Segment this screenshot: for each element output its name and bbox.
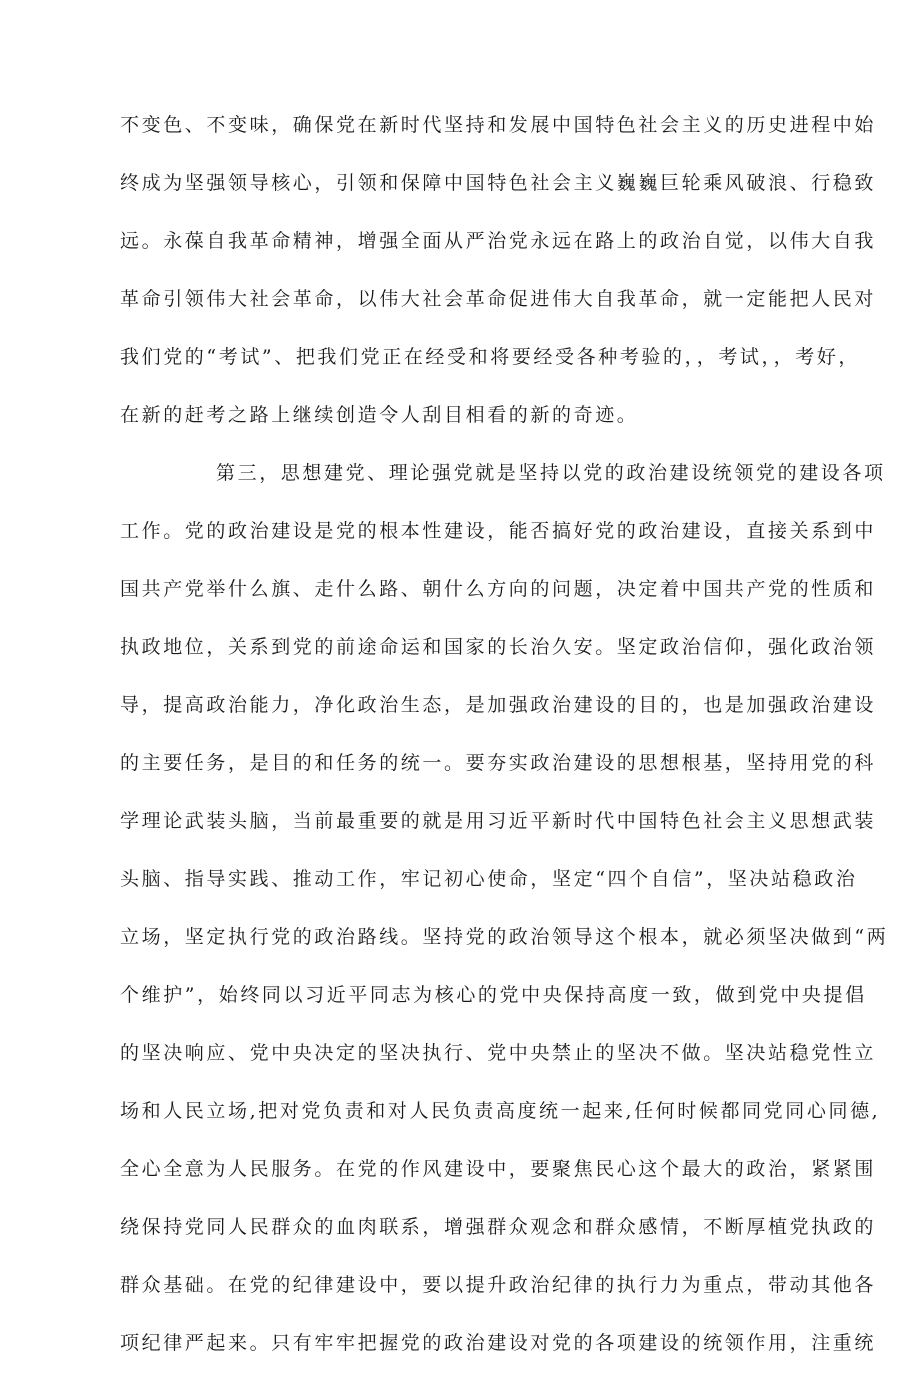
text-line: 工作。党的政治建设是党的根本性建设，能否搞好党的政治建设，直接关系到中 (120, 520, 877, 542)
text-line: 的坚决响应、党中央决定的坚决执行、党中央禁止的坚决不做。坚决站稳党性立 (120, 1042, 877, 1064)
text-line: 国共产党举什么旗、走什么路、朝什么方向的问题，决定着中国共产党的性质和 (120, 578, 877, 600)
text-line: 绕保持党同人民群众的血肉联系，增强群众观念和群众感情，不断厚植党执政的 (120, 1216, 877, 1238)
text-line: 全心全意为人民服务。在党的作风建设中，要聚焦民心这个最大的政治，紧紧围 (120, 1158, 877, 1180)
text-line: 导，提高政治能力，净化政治生态，是加强政治建设的目的，也是加强政治建设 (120, 694, 877, 716)
text-line: 的主要任务，是目的和任务的统一。要夯实政治建设的思想根基，坚持用党的科 (120, 752, 877, 774)
text-line: 革命引领伟大社会革命，以伟大社会革命促进伟大自我革命，就一定能把人民对 (120, 288, 877, 310)
paragraph-2 (120, 460, 889, 1356)
text-line: 在新的赶考之路上继续创造令人刮目相看的新的奇迹。 (120, 404, 639, 426)
text-line: 不变色、不变味，确保党在新时代坚持和发展中国特色社会主义的历史进程中始 (120, 114, 877, 136)
text-line: 执政地位，关系到党的前途命运和国家的长治久安。坚定政治信仰，强化政治领 (120, 636, 877, 658)
text-line: 立场，坚定执行党的政治路线。坚持党的政治领导这个根本，就必须坚决做到“两 (120, 926, 889, 948)
text-line: 第三，思想建党、理论强党就是坚持以党的政治建设统领党的建设各项 (216, 462, 886, 484)
text-line: 终成为坚强领导核心，引领和保障中国特色社会主义巍巍巨轮乘风破浪、行稳致 (120, 172, 877, 194)
text-line: 头脑、指导实践、推动工作，牢记初心使命，坚定“四个自信”，坚决站稳政治 (120, 868, 858, 890)
text-line: 项纪律严起来。只有牢牢把握党的政治建设对党的各项建设的统领作用，注重统 (120, 1332, 877, 1354)
text-line: 远。永葆自我革命精神，增强全面从严治党永远在路上的政治自觉，以伟大自我 (120, 230, 877, 252)
document-page (120, 112, 889, 1388)
text-line: 学理论武装头脑，当前最重要的就是用习近平新时代中国特色社会主义思想武装 (120, 810, 877, 832)
text-line: 群众基础。在党的纪律建设中，要以提升政治纪律的执行力为重点，带动其他各 (120, 1274, 877, 1296)
paragraph-1 (120, 112, 877, 428)
text-line: 个维护”，始终同以习近平同志为核心的党中央保持高度一致，做到党中央提倡 (120, 984, 867, 1006)
text-line: 场和人民立场,把对党负责和对人民负责高度统一起来,任何时候都同党同心同德, (120, 1100, 881, 1122)
text-line: 我们党的“考试”、把我们党正在经受和将要经受各种考验的，，考试，，考好， (120, 346, 861, 368)
